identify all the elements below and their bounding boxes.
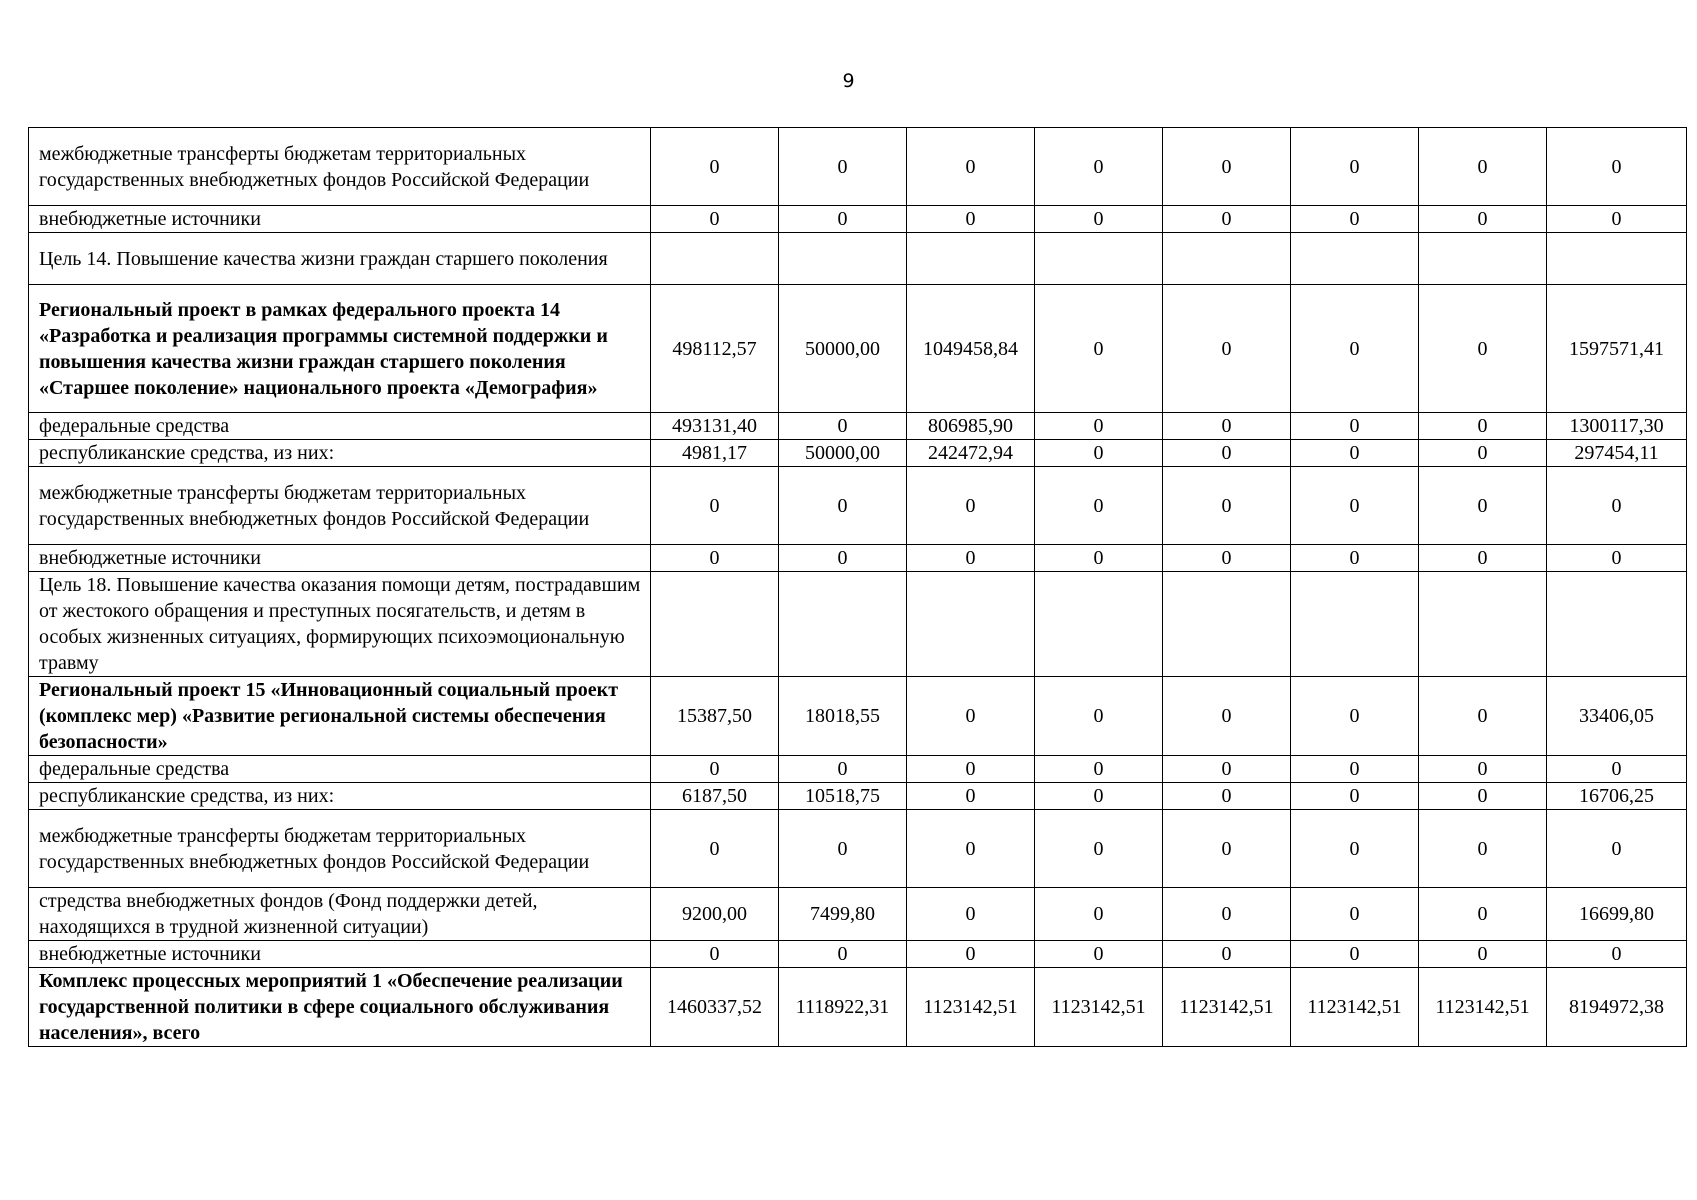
value-cell: 0 bbox=[1035, 206, 1163, 233]
table-row bbox=[29, 545, 1687, 572]
value-cell bbox=[907, 233, 1035, 285]
value-cell: 0 bbox=[1419, 285, 1547, 413]
value-cell: 0 bbox=[1163, 440, 1291, 467]
table-row bbox=[29, 888, 1687, 941]
value-cell: 0 bbox=[1547, 810, 1687, 888]
value-cell: 0 bbox=[779, 545, 907, 572]
value-cell: 7499,80 bbox=[779, 888, 907, 941]
value-cell: 0 bbox=[907, 206, 1035, 233]
value-cell: 0 bbox=[651, 941, 779, 968]
table-row bbox=[29, 440, 1687, 467]
value-cell: 0 bbox=[1547, 941, 1687, 968]
value-cell bbox=[1419, 233, 1547, 285]
value-cell bbox=[651, 572, 779, 677]
value-cell: 0 bbox=[1419, 413, 1547, 440]
value-cell: 0 bbox=[1547, 128, 1687, 206]
value-cell: 0 bbox=[1035, 783, 1163, 810]
value-cell: 50000,00 bbox=[779, 285, 907, 413]
value-cell: 50000,00 bbox=[779, 440, 907, 467]
value-cell: 1049458,84 bbox=[907, 285, 1035, 413]
value-cell: 242472,94 bbox=[907, 440, 1035, 467]
value-cell: 0 bbox=[1035, 128, 1163, 206]
table-row bbox=[29, 941, 1687, 968]
value-cell: 1597571,41 bbox=[1547, 285, 1687, 413]
table-row bbox=[29, 572, 1687, 677]
value-cell: 0 bbox=[1035, 285, 1163, 413]
value-cell: 0 bbox=[1547, 756, 1687, 783]
value-cell: 0 bbox=[1035, 941, 1163, 968]
row-label-cell: федеральные средства bbox=[29, 756, 651, 783]
value-cell: 0 bbox=[1419, 756, 1547, 783]
value-cell: 0 bbox=[1291, 467, 1419, 545]
value-cell: 0 bbox=[1419, 440, 1547, 467]
row-label-cell: Цель 18. Повышение качества оказания помощи детям, пострадавшим от жестокого обращения и преступных посягательств, и детям в особых жизненных ситуациях, формирующих психоэмоциональную травму bbox=[29, 572, 651, 677]
value-cell: 10518,75 bbox=[779, 783, 907, 810]
value-cell: 4981,17 bbox=[651, 440, 779, 467]
value-cell bbox=[1035, 233, 1163, 285]
value-cell: 0 bbox=[1291, 285, 1419, 413]
value-cell: 0 bbox=[779, 467, 907, 545]
value-cell: 0 bbox=[779, 941, 907, 968]
row-label-cell: Цель 14. Повышение качества жизни граждан старшего поколения bbox=[29, 233, 651, 285]
value-cell bbox=[1291, 233, 1419, 285]
row-label-cell: республиканские средства, из них: bbox=[29, 783, 651, 810]
table-row bbox=[29, 810, 1687, 888]
value-cell bbox=[1547, 233, 1687, 285]
table-row bbox=[29, 233, 1687, 285]
value-cell: 493131,40 bbox=[651, 413, 779, 440]
value-cell: 0 bbox=[1419, 128, 1547, 206]
value-cell: 1460337,52 bbox=[651, 968, 779, 1047]
value-cell: 0 bbox=[1291, 810, 1419, 888]
value-cell: 0 bbox=[779, 206, 907, 233]
budget-table bbox=[28, 127, 1687, 1047]
value-cell: 0 bbox=[1547, 467, 1687, 545]
value-cell: 0 bbox=[1035, 413, 1163, 440]
row-label-cell: межбюджетные трансферты бюджетам территориальных государственных внебюджетных фондов Российской Федерации bbox=[29, 810, 651, 888]
table-row bbox=[29, 756, 1687, 783]
table-row bbox=[29, 968, 1687, 1047]
value-cell: 1123142,51 bbox=[907, 968, 1035, 1047]
row-label-cell: стредства внебюджетных фондов (Фонд поддержки детей, находящихся в трудной жизненной ситуации) bbox=[29, 888, 651, 941]
value-cell: 16706,25 bbox=[1547, 783, 1687, 810]
row-label-cell: внебюджетные источники bbox=[29, 206, 651, 233]
table-row bbox=[29, 413, 1687, 440]
value-cell: 15387,50 bbox=[651, 677, 779, 756]
table-row bbox=[29, 128, 1687, 206]
value-cell: 0 bbox=[1419, 677, 1547, 756]
value-cell: 0 bbox=[907, 888, 1035, 941]
value-cell bbox=[779, 233, 907, 285]
value-cell: 0 bbox=[1291, 545, 1419, 572]
budget-table-body bbox=[29, 128, 1687, 1047]
value-cell: 0 bbox=[651, 206, 779, 233]
value-cell: 297454,11 bbox=[1547, 440, 1687, 467]
value-cell: 0 bbox=[1163, 810, 1291, 888]
value-cell: 0 bbox=[1035, 888, 1163, 941]
value-cell: 8194972,38 bbox=[1547, 968, 1687, 1047]
value-cell: 1300117,30 bbox=[1547, 413, 1687, 440]
value-cell: 0 bbox=[907, 677, 1035, 756]
value-cell: 0 bbox=[651, 467, 779, 545]
value-cell: 0 bbox=[1419, 941, 1547, 968]
value-cell: 0 bbox=[1035, 545, 1163, 572]
value-cell bbox=[1419, 572, 1547, 677]
value-cell: 0 bbox=[1547, 206, 1687, 233]
value-cell: 0 bbox=[1419, 810, 1547, 888]
value-cell: 1123142,51 bbox=[1035, 968, 1163, 1047]
value-cell: 498112,57 bbox=[651, 285, 779, 413]
value-cell: 0 bbox=[907, 467, 1035, 545]
value-cell: 0 bbox=[1291, 783, 1419, 810]
value-cell: 0 bbox=[651, 545, 779, 572]
row-label-cell: Комплекс процессных мероприятий 1 «Обеспечение реализации государственной политики в сфере социального обслуживания населения», всего bbox=[29, 968, 651, 1047]
value-cell: 0 bbox=[651, 756, 779, 783]
value-cell: 0 bbox=[779, 810, 907, 888]
value-cell bbox=[907, 572, 1035, 677]
value-cell: 0 bbox=[1291, 941, 1419, 968]
value-cell: 0 bbox=[1291, 888, 1419, 941]
row-label-cell: межбюджетные трансферты бюджетам территориальных государственных внебюджетных фондов Российской Федерации bbox=[29, 128, 651, 206]
value-cell: 1123142,51 bbox=[1163, 968, 1291, 1047]
value-cell: 0 bbox=[1035, 467, 1163, 545]
value-cell: 0 bbox=[1419, 545, 1547, 572]
value-cell: 0 bbox=[1163, 285, 1291, 413]
value-cell: 1123142,51 bbox=[1419, 968, 1547, 1047]
value-cell: 0 bbox=[1035, 810, 1163, 888]
row-label-cell: Региональный проект 15 «Инновационный социальный проект (комплекс мер) «Развитие региональной системы обеспечения безопасности» bbox=[29, 677, 651, 756]
row-label-cell: межбюджетные трансферты бюджетам территориальных государственных внебюджетных фондов Российской Федерации bbox=[29, 467, 651, 545]
row-label-cell: республиканские средства, из них: bbox=[29, 440, 651, 467]
value-cell: 0 bbox=[779, 128, 907, 206]
value-cell: 0 bbox=[1419, 888, 1547, 941]
value-cell: 0 bbox=[651, 810, 779, 888]
value-cell: 0 bbox=[1163, 413, 1291, 440]
value-cell: 0 bbox=[1419, 206, 1547, 233]
value-cell: 0 bbox=[1163, 756, 1291, 783]
table-row bbox=[29, 677, 1687, 756]
value-cell: 0 bbox=[907, 941, 1035, 968]
value-cell: 0 bbox=[651, 128, 779, 206]
value-cell: 0 bbox=[1291, 677, 1419, 756]
value-cell: 0 bbox=[1163, 888, 1291, 941]
value-cell: 33406,05 bbox=[1547, 677, 1687, 756]
value-cell: 0 bbox=[1163, 783, 1291, 810]
value-cell: 18018,55 bbox=[779, 677, 907, 756]
value-cell: 0 bbox=[907, 756, 1035, 783]
value-cell: 0 bbox=[1163, 941, 1291, 968]
page-number: 9 bbox=[842, 70, 855, 92]
value-cell bbox=[1163, 233, 1291, 285]
value-cell: 806985,90 bbox=[907, 413, 1035, 440]
value-cell: 0 bbox=[1035, 756, 1163, 783]
value-cell: 0 bbox=[1291, 413, 1419, 440]
value-cell: 0 bbox=[779, 413, 907, 440]
value-cell: 0 bbox=[1035, 440, 1163, 467]
value-cell bbox=[651, 233, 779, 285]
value-cell bbox=[1547, 572, 1687, 677]
value-cell: 0 bbox=[907, 128, 1035, 206]
value-cell bbox=[779, 572, 907, 677]
value-cell: 0 bbox=[1291, 756, 1419, 783]
value-cell: 0 bbox=[1291, 440, 1419, 467]
value-cell bbox=[1291, 572, 1419, 677]
value-cell: 9200,00 bbox=[651, 888, 779, 941]
row-label-cell: федеральные средства bbox=[29, 413, 651, 440]
value-cell: 0 bbox=[1163, 128, 1291, 206]
value-cell: 0 bbox=[907, 545, 1035, 572]
value-cell bbox=[1035, 572, 1163, 677]
value-cell: 6187,50 bbox=[651, 783, 779, 810]
value-cell: 0 bbox=[1291, 206, 1419, 233]
row-label-cell: Региональный проект в рамках федерального проекта 14 «Разработка и реализация программы системной поддержки и повышения качества жизни граждан старшего поколения «Старшее поколение» национального проекта «Демография» bbox=[29, 285, 651, 413]
value-cell: 0 bbox=[1163, 467, 1291, 545]
table-row bbox=[29, 783, 1687, 810]
value-cell: 16699,80 bbox=[1547, 888, 1687, 941]
table-row bbox=[29, 285, 1687, 413]
value-cell bbox=[1163, 572, 1291, 677]
value-cell: 0 bbox=[779, 756, 907, 783]
row-label-cell: внебюджетные источники bbox=[29, 545, 651, 572]
table-row bbox=[29, 467, 1687, 545]
value-cell: 0 bbox=[1419, 467, 1547, 545]
value-cell: 0 bbox=[1291, 128, 1419, 206]
row-label-cell: внебюджетные источники bbox=[29, 941, 651, 968]
value-cell: 0 bbox=[1163, 677, 1291, 756]
value-cell: 1118922,31 bbox=[779, 968, 907, 1047]
value-cell: 0 bbox=[907, 810, 1035, 888]
table-row bbox=[29, 206, 1687, 233]
value-cell: 0 bbox=[907, 783, 1035, 810]
value-cell: 0 bbox=[1035, 677, 1163, 756]
value-cell: 0 bbox=[1163, 206, 1291, 233]
value-cell: 0 bbox=[1547, 545, 1687, 572]
value-cell: 1123142,51 bbox=[1291, 968, 1419, 1047]
value-cell: 0 bbox=[1419, 783, 1547, 810]
value-cell: 0 bbox=[1163, 545, 1291, 572]
